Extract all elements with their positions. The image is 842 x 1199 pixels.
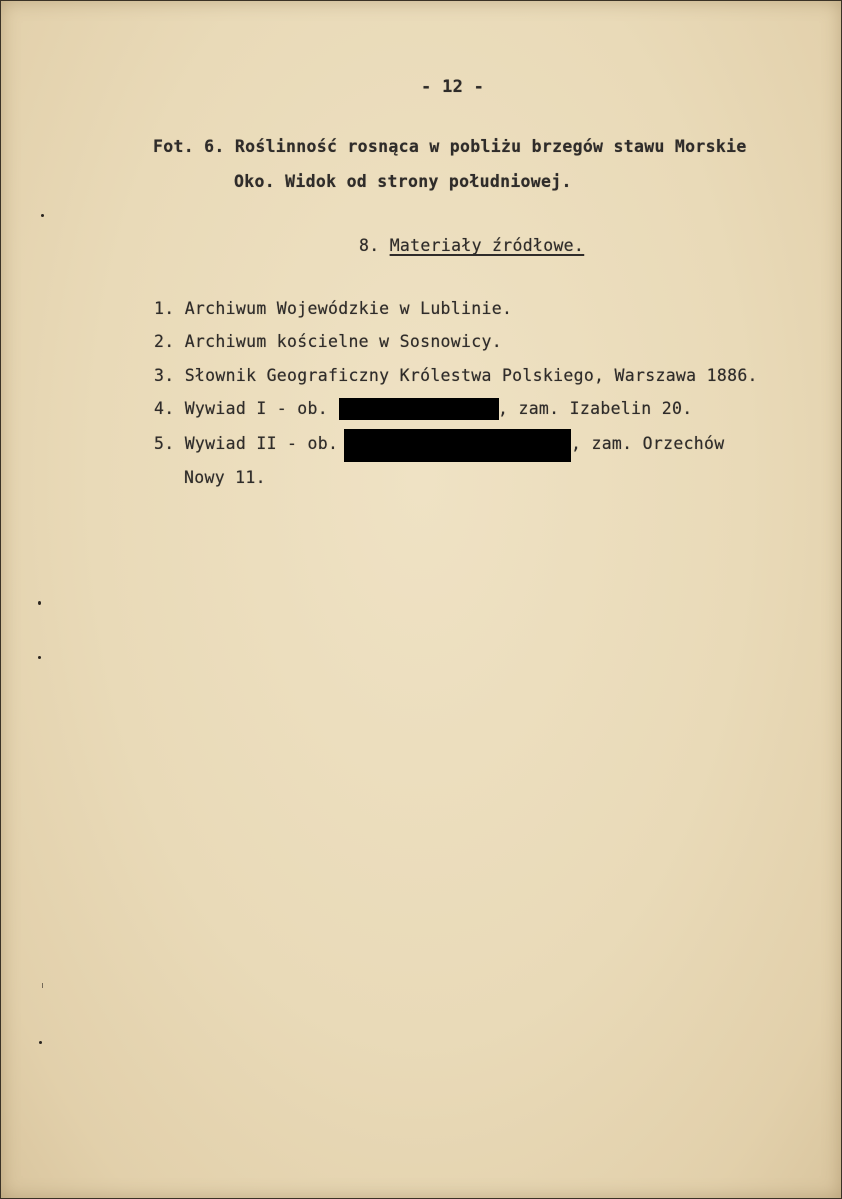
section-heading [359, 238, 584, 255]
reference-item-5: 5. Wywiad II - ob. [154, 434, 339, 453]
ink-speck [39, 1041, 42, 1044]
section-number: 8. [359, 236, 380, 255]
ink-speck [42, 983, 43, 988]
photo-caption-line-1: Fot. 6. Roślinność rosnąca w pobliżu brzegów stawu Morskie [153, 137, 747, 156]
page-number: - 12 - [421, 77, 485, 97]
photo-caption-line-2: Oko. Widok od strony południowej. [234, 172, 572, 191]
redaction-bar [344, 429, 571, 462]
ink-speck [38, 601, 41, 605]
reference-item-5-address: , zam. Orzechów [571, 434, 725, 453]
reference-item-4: 4. Wywiad I - ob. [154, 399, 328, 418]
ink-speck [41, 214, 44, 217]
reference-item-3: 3. Słownik Geograficzny Królestwa Polskiego, Warszawa 1886. [154, 366, 758, 385]
reference-item-1: 1. Archiwum Wojewódzkie w Lublinie. [154, 299, 513, 318]
reference-item-5-continuation: Nowy 11. [184, 468, 266, 487]
section-title: Materiały źródłowe. [389, 236, 585, 255]
reference-item-2: 2. Archiwum kościelne w Sosnowicy. [154, 332, 502, 351]
redaction-bar [339, 398, 499, 420]
ink-speck [38, 656, 41, 659]
reference-item-4-address: , zam. Izabelin 20. [498, 399, 693, 418]
